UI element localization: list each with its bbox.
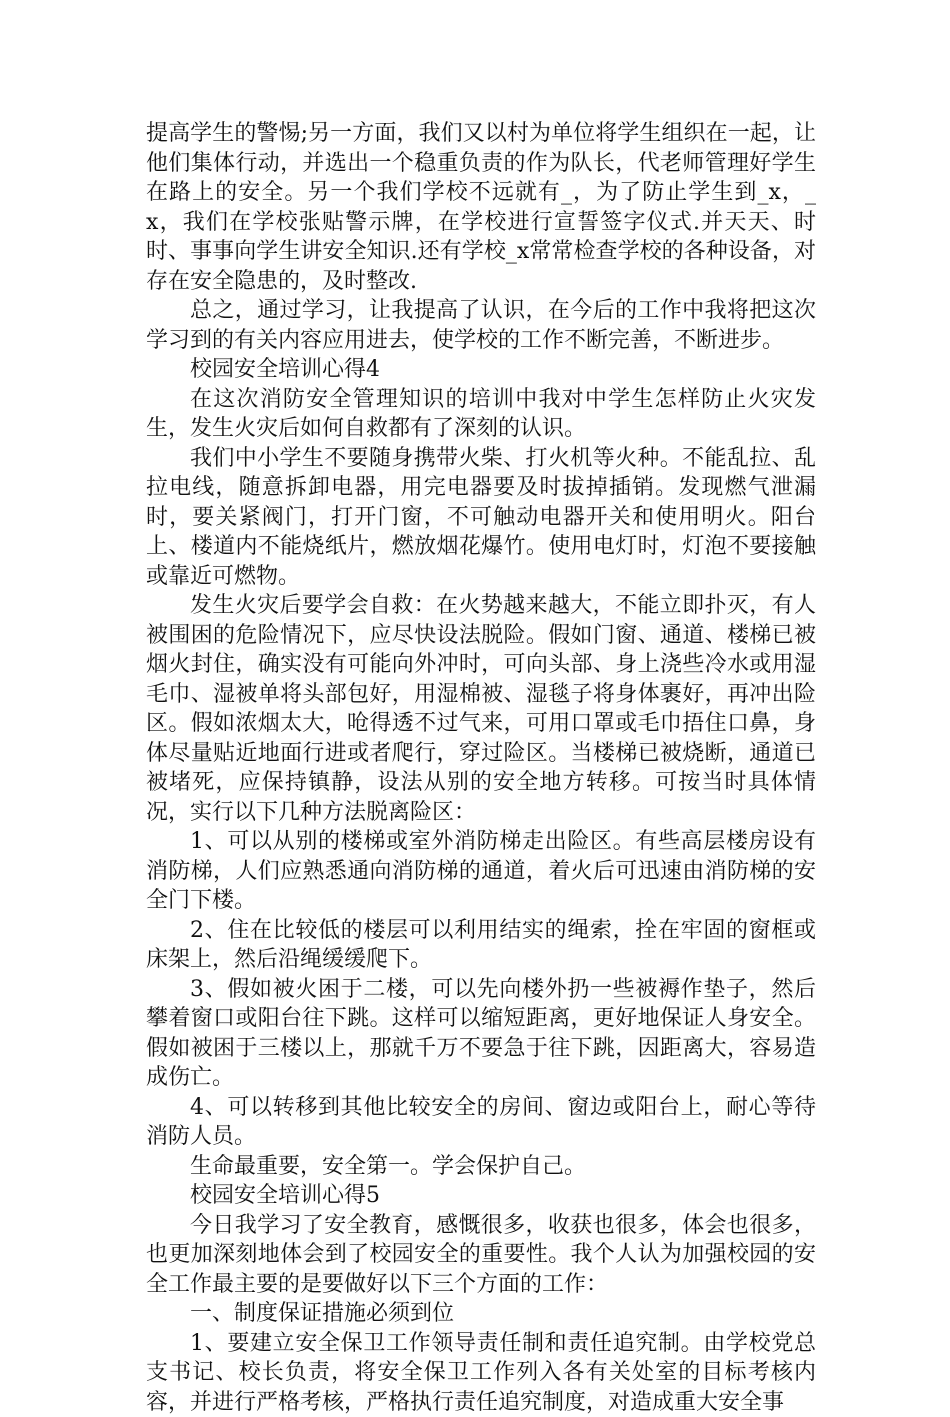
paragraph-fire-training-intro: 在这次消防安全管理知识的培训中我对中学生怎样防止火灾发生，发生火灾后如何自救都有了深刻的认识。 [146,385,816,444]
document-page [146,119,816,1417]
paragraph-self-rescue: 发生火灾后要学会自救：在火势越来越大，不能立即扑灭，有人被围困的危险情况下，应尽快设法脱险。假如门窗、通道、楼梯已被烟火封住，确实没有可能向外冲时，可向头部、身上浇些冷水或用湿毛巾、湿被单将头部包好，用湿棉被、湿毯子将身体裹好，再冲出险区。假如浓烟太大，呛得透不过气来，可用口罩或毛巾捂住口鼻，身体尽量贴近地面行进或者爬行，穿过险区。当楼梯已被烧断，通道已被堵死，应保持镇静，设法从别的安全地方转移。可按当时具体情况，实行以下几种方法脱离险区： [146,591,816,827]
list-item-escape-1: 1、可以从别的楼梯或室外消防梯走出险区。有些高层楼房设有消防梯，人们应熟悉通向消防梯的通道，着火后可迅速由消防梯的安全门下楼。 [146,827,816,916]
paragraph-safety-measures: 提高学生的警惕;另一方面，我们又以村为单位将学生组织在一起，让他们集体行动，并选出一个稳重负责的作为队长，代老师管理好学生在路上的安全。另一个我们学校不远就有_，为了防止学生到_x，_x，我们在学校张贴警示牌，在学校进行宣誓签字仪式.并天天、时时、事事向学生讲安全知识.还有学校_x常常检查学校的各种设备，对存在安全隐患的，及时整改. [146,119,816,296]
list-item-escape-3: 3、假如被火困于二楼，可以先向楼外扔一些被褥作垫子，然后攀着窗口或阳台往下跳。这样可以缩短距离，更好地保证人身安全。假如被困于三楼以上，那就千万不要急于往下跳，因距离大，容易造成伤亡。 [146,975,816,1093]
paragraph-fire-prevention: 我们中小学生不要随身携带火柴、打火机等火种。不能乱拉、乱拉电线，随意拆卸电器，用完电器要及时拔掉插销。发现燃气泄漏时，要关紧阀门，打开门窗，不可触动电器开关和使用明火。阳台上、楼道内不能烧纸片，燃放烟花爆竹。使用电灯时，灯泡不要接触或靠近可燃物。 [146,444,816,592]
list-item-escape-2: 2、住在比较低的楼层可以利用结实的绳索，拴在牢固的窗框或床架上，然后沿绳缓缓爬下。 [146,916,816,975]
subheading-system-guarantee: 一、制度保证措施必须到位 [146,1299,816,1329]
heading-training-note-5: 校园安全培训心得5 [146,1181,816,1211]
heading-training-note-4: 校园安全培训心得4 [146,355,816,385]
paragraph-life-first: 生命最重要，安全第一。学会保护自己。 [146,1152,816,1182]
paragraph-responsibility-system: 1、要建立安全保卫工作领导责任制和责任追究制。由学校党总支书记、校长负责，将安全保卫工作列入各有关处室的目标考核内容，并进行严格考核，严格执行责任追究制度，对造成重大安全事 [146,1329,816,1417]
paragraph-summary: 总之，通过学习，让我提高了认识，在今后的工作中我将把这次学习到的有关内容应用进去，使学校的工作不断完善，不断进步。 [146,296,816,355]
paragraph-safety-education: 今日我学习了安全教育，感慨很多，收获也很多，体会也很多，也更加深刻地体会到了校园安全的重要性。我个人认为加强校园的安全工作最主要的是要做好以下三个方面的工作： [146,1211,816,1300]
list-item-escape-4: 4、可以转移到其他比较安全的房间、窗边或阳台上，耐心等待消防人员。 [146,1093,816,1152]
